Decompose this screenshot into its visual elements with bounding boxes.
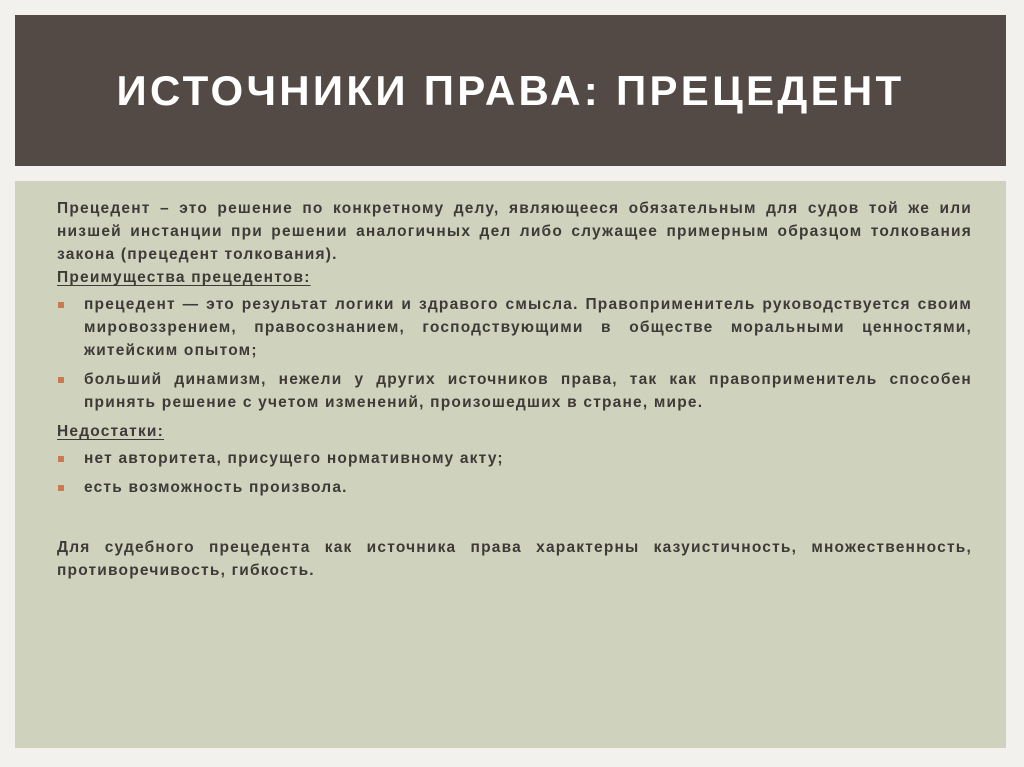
list-item [57,476,972,499]
list-item [57,447,972,470]
disadvantages-heading: Недостатки: [57,423,164,440]
definition-paragraph: Прецедент – это решение по конкретному делу, являющееся обязательным для судов той же или низшей инстанции при решении аналогичных дел либо служащее примерным образцом толкования закона (прецедент толкования). [57,200,972,263]
list-item [57,368,972,414]
list-item-text: прецедент — это результат логики и здравого смысла. Правоприменитель руководствуется своим мировоззрением, правосознанием, господствующими в обществе моральными ценностями, житейским опытом; [84,296,972,359]
list-item [57,293,972,362]
square-bullet-icon [58,302,64,308]
advantages-heading: Преимущества прецедентов: [57,269,311,286]
list-item-text: больший динамизм, нежели у других источников права, так как правоприменитель способен принять решение с учетом изменений, произошедших в стране, мире. [84,371,972,411]
conclusion-paragraph: Для судебного прецедента как источника права характерны казуистичность, множественность, противоречивость, гибкость. [57,539,972,579]
disadvantages-list [57,447,972,499]
slide-title: ИСТОЧНИКИ ПРАВА: ПРЕЦЕДЕНТ [116,66,905,114]
content-body [57,197,972,582]
content-panel [15,181,1006,748]
square-bullet-icon [58,485,64,491]
square-bullet-icon [58,456,64,462]
square-bullet-icon [58,377,64,383]
advantages-list [57,293,972,414]
list-item-text: нет авторитета, присущего нормативному акту; [84,450,504,467]
title-bar [15,15,1006,166]
list-item-text: есть возможность произвола. [84,479,348,496]
